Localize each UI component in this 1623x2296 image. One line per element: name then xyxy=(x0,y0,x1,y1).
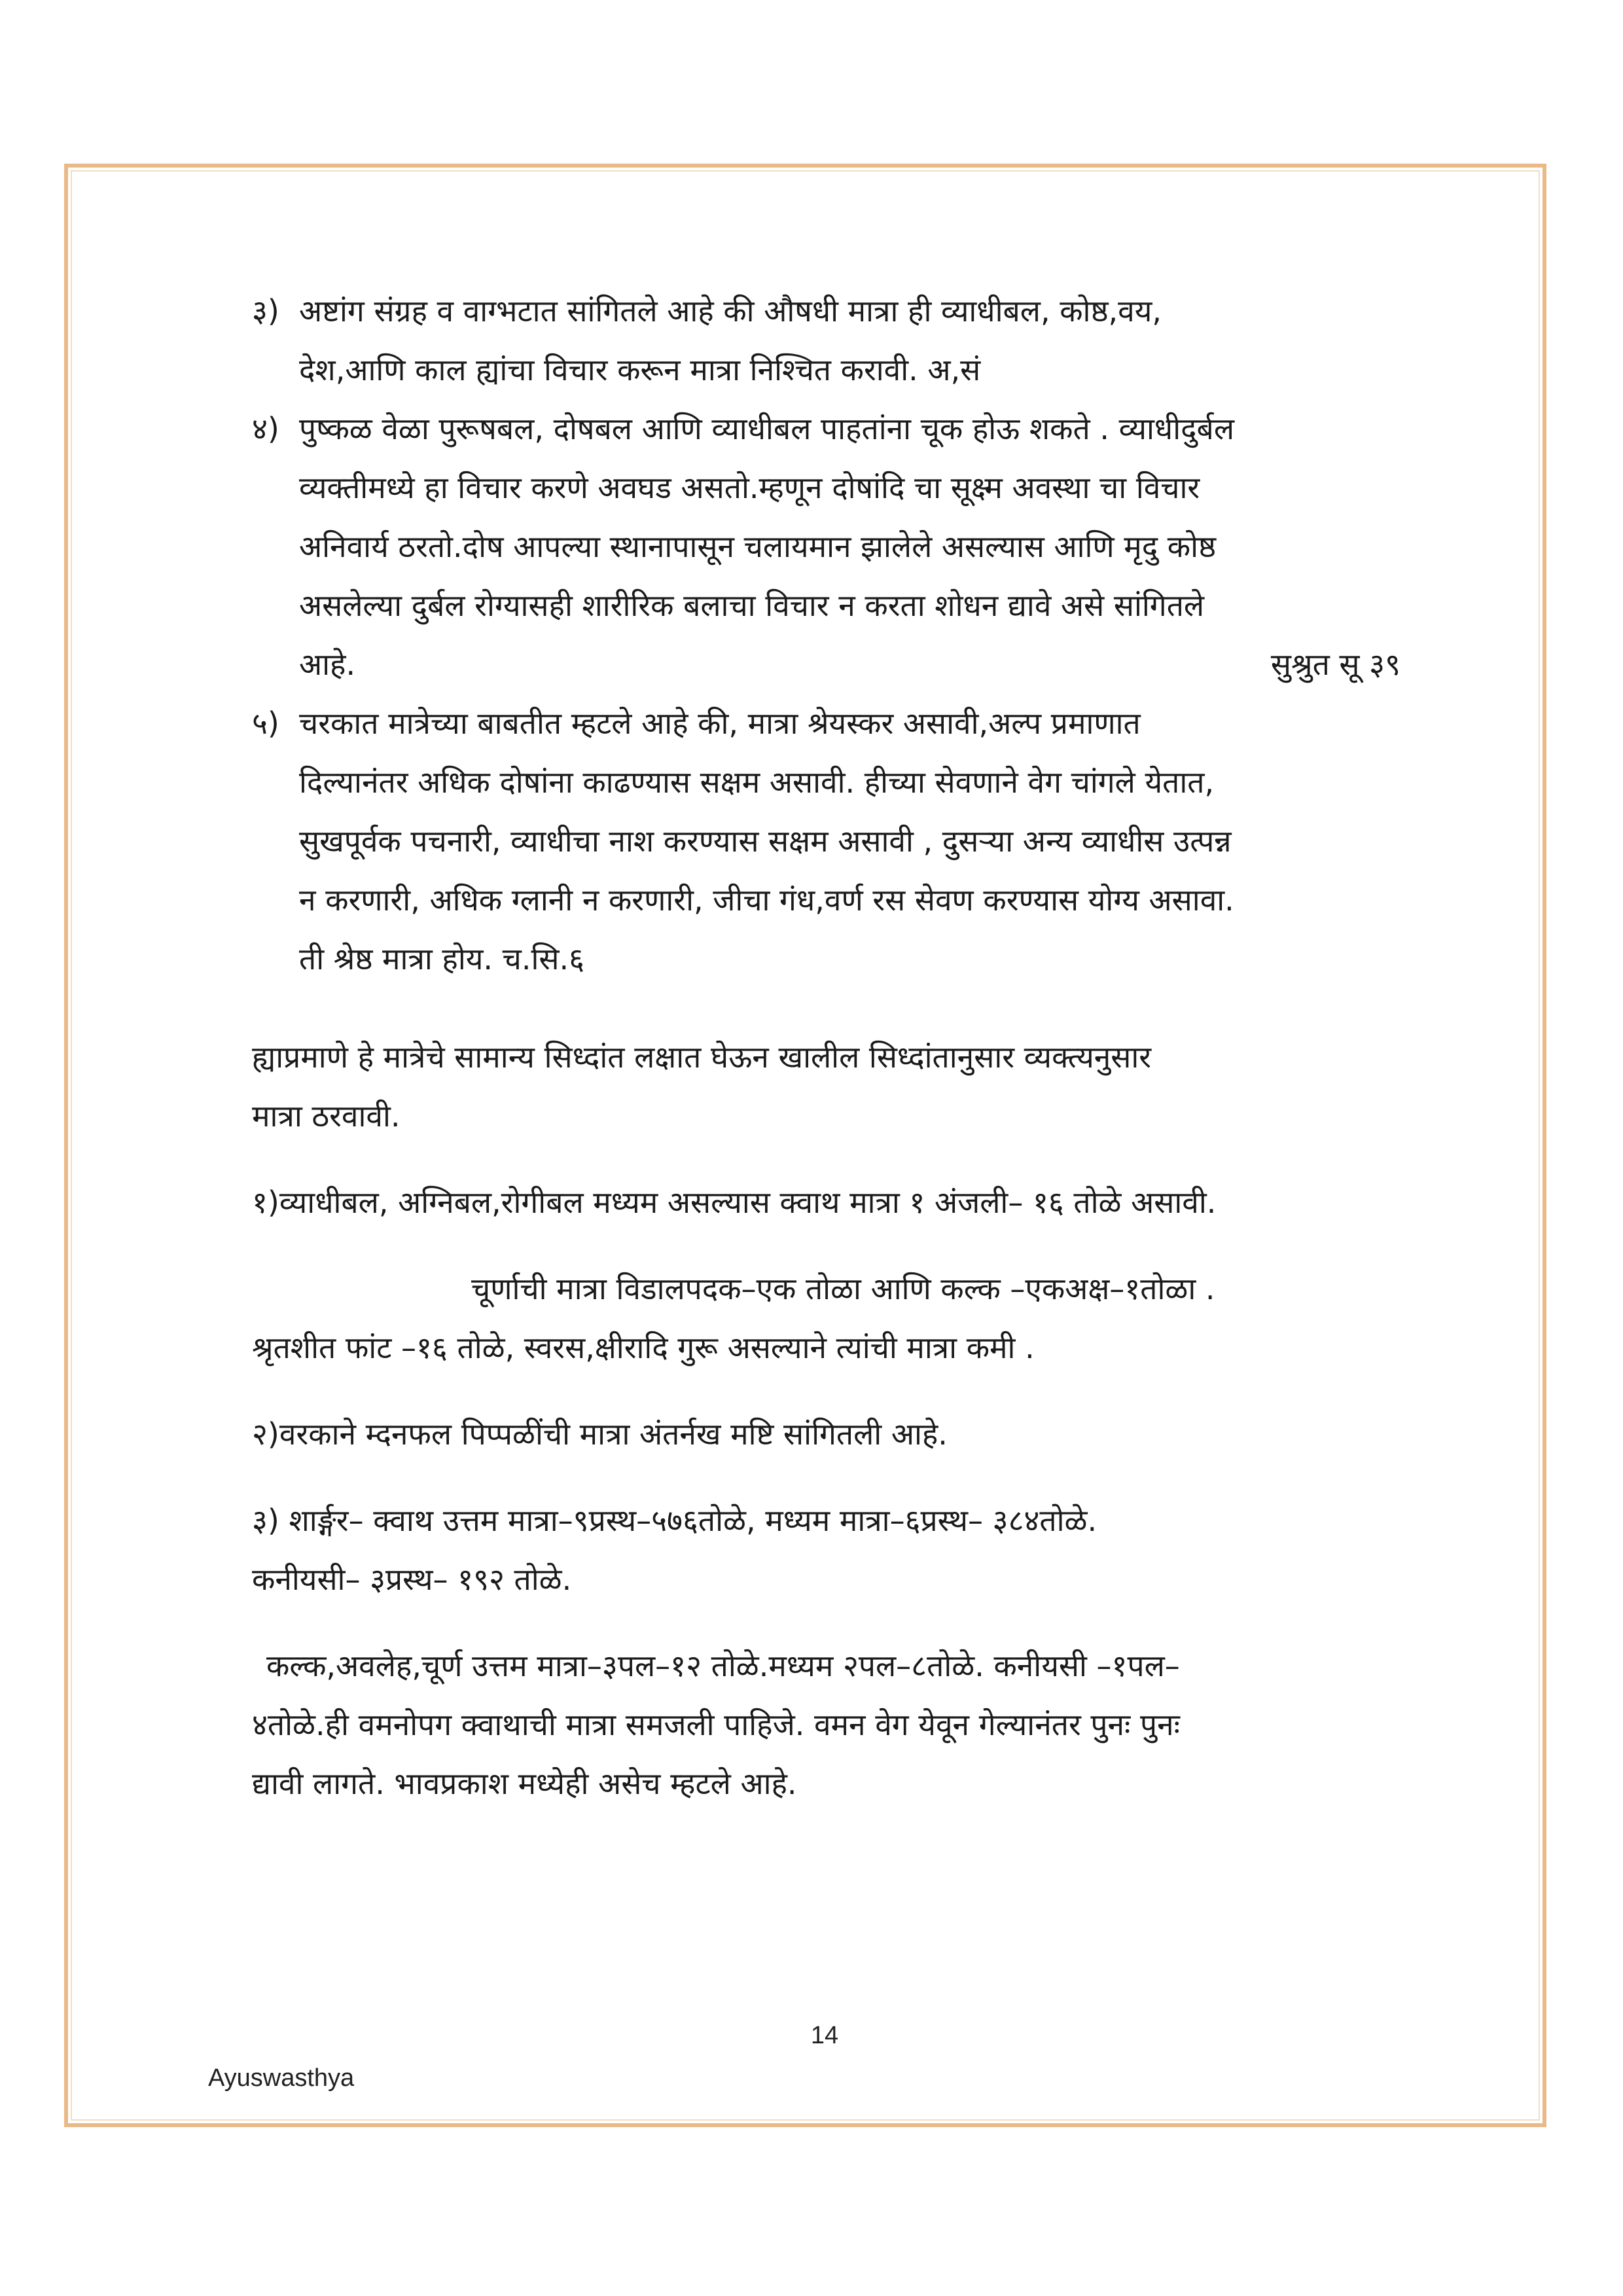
rule-2: २)वरकाने म्दनफल पिप्पळींची मात्रा अंतर्नख मष्टि सांगितली आहे. xyxy=(252,1416,948,1452)
page-number: 14 xyxy=(810,2022,839,2049)
text-line: ३) शार्ङ्गर– क्वाथ उत्तम मात्रा–९प्रस्थ–५७६तोळे, मध्यम मात्रा–६प्रस्थ– ३८४तोळे. xyxy=(252,1503,1097,1538)
text-line: देश,आणि काल ह्यांचा विचार करून मात्रा निश्चित करावी. अ,सं xyxy=(299,352,981,387)
item-number: ४) xyxy=(252,411,279,446)
text-line: अष्टांग संग्रह व वाग्भटात सांगितले आहे की औषधी मात्रा ही व्याधीबल, कोष्ठ,वय, xyxy=(299,293,1162,329)
text-line: ती श्रेष्ठ मात्रा होय. च.सि.६ xyxy=(299,941,585,977)
item-text xyxy=(299,694,1430,988)
text-line: न करणारी, अधिक ग्लानी न करणारी, जीचा गंध,वर्ण रस सेवण करण्यास योग्य असावा. xyxy=(299,882,1234,918)
text-line: ह्याप्रमाणे हे मात्रेचे सामान्य सिध्दांत लक्षात घेऊन खालील सिध्दांतानुसार व्यक्त्यनुसार xyxy=(252,1039,1152,1075)
rule-1-phant: श्रृतशीत फांट –१६ तोळे, स्वरस,क्षीरादि गुरू असल्याने त्यांची मात्रा कमी . xyxy=(252,1330,1035,1365)
citation: सुश्रुत सू ३९ xyxy=(1270,647,1400,682)
footer-brand: Ayuswasthya xyxy=(208,2064,355,2092)
text-line: व्यक्तीमध्ये हा विचार करणे अवघड असतो.म्हणून दोषांदि चा सूक्ष्म अवस्था चा विचार xyxy=(299,470,1200,505)
text-line: पुष्कळ वेळा पुरूषबल, दोषबल आणि व्याधीबल पाहतांना चूक होऊ शकते . व्याधीदुर्बल xyxy=(299,411,1235,446)
item-number: ५) xyxy=(252,706,279,741)
list-item xyxy=(252,281,1430,399)
text-line: असलेल्या दुर्बल रोग्यासही शारीरिक बलाचा विचार न करता शोधन द्यावे असे सांगितले xyxy=(299,588,1205,623)
text-line: कल्क,अवलेह,चूर्ण उत्तम मात्रा–३पल–१२ तोळे.मध्यम २पल–८तोळे. कनीयसी –१पल– xyxy=(266,1648,1180,1683)
text-line: आहे. xyxy=(299,647,356,682)
text-line: मात्रा ठरवावी. xyxy=(252,1098,401,1134)
text-line: चरकात मात्रेच्या बाबतीत म्हटले आहे की, मात्रा श्रेयस्कर असावी,अल्प प्रमाणात xyxy=(299,706,1141,741)
text-line: सुखपूर्वक पचनारी, व्याधीचा नाश करण्यास सक्षम असावी , दुसऱ्या अन्य व्याधीस उत्पन्न xyxy=(299,823,1232,859)
list-item xyxy=(252,399,1430,694)
list-item xyxy=(252,694,1430,988)
rule-1-churna: चूर्णाची मात्रा विडालपदक–एक तोळा आणि कल्क –एकअक्ष–१तोळा . xyxy=(471,1271,1215,1306)
rule-4 xyxy=(252,1636,1430,1813)
text-line: द्यावी लागते. भावप्रकाश मध्येही असेच म्हटले आहे. xyxy=(252,1766,797,1801)
text-line: दिल्यानंतर अधिक दोषांना काढण्यास सक्षम असावी. हीच्या सेवणाने वेग चांगले येतात, xyxy=(299,764,1215,800)
item-text xyxy=(299,399,1430,694)
item-number: ३) xyxy=(252,293,279,329)
text-line: अनिवार्य ठरतो.दोष आपल्या स्थानापासून चलायमान झालेले असल्यास आणि मृदु कोष्ठ xyxy=(299,529,1217,564)
text-line: ४तोळे.ही वमनोपग क्वाथाची मात्रा समजली पाहिजे. वमन वेग येवून गेल्यानंतर पुनः पुनः xyxy=(252,1707,1180,1742)
summary-paragraph xyxy=(252,1028,1430,1145)
text-line: कनीयसी– ३प्रस्थ– १९२ तोळे. xyxy=(252,1562,572,1597)
citation-line xyxy=(299,635,1430,694)
rule-3 xyxy=(252,1491,1430,1609)
item-text xyxy=(299,281,1430,399)
document-body xyxy=(252,281,1430,1813)
rule-1: १)व्याधीबल, अग्निबल,रोगीबल मध्यम असल्यास क्वाथ मात्रा १ अंजली– १६ तोळे असावी. xyxy=(252,1185,1217,1220)
